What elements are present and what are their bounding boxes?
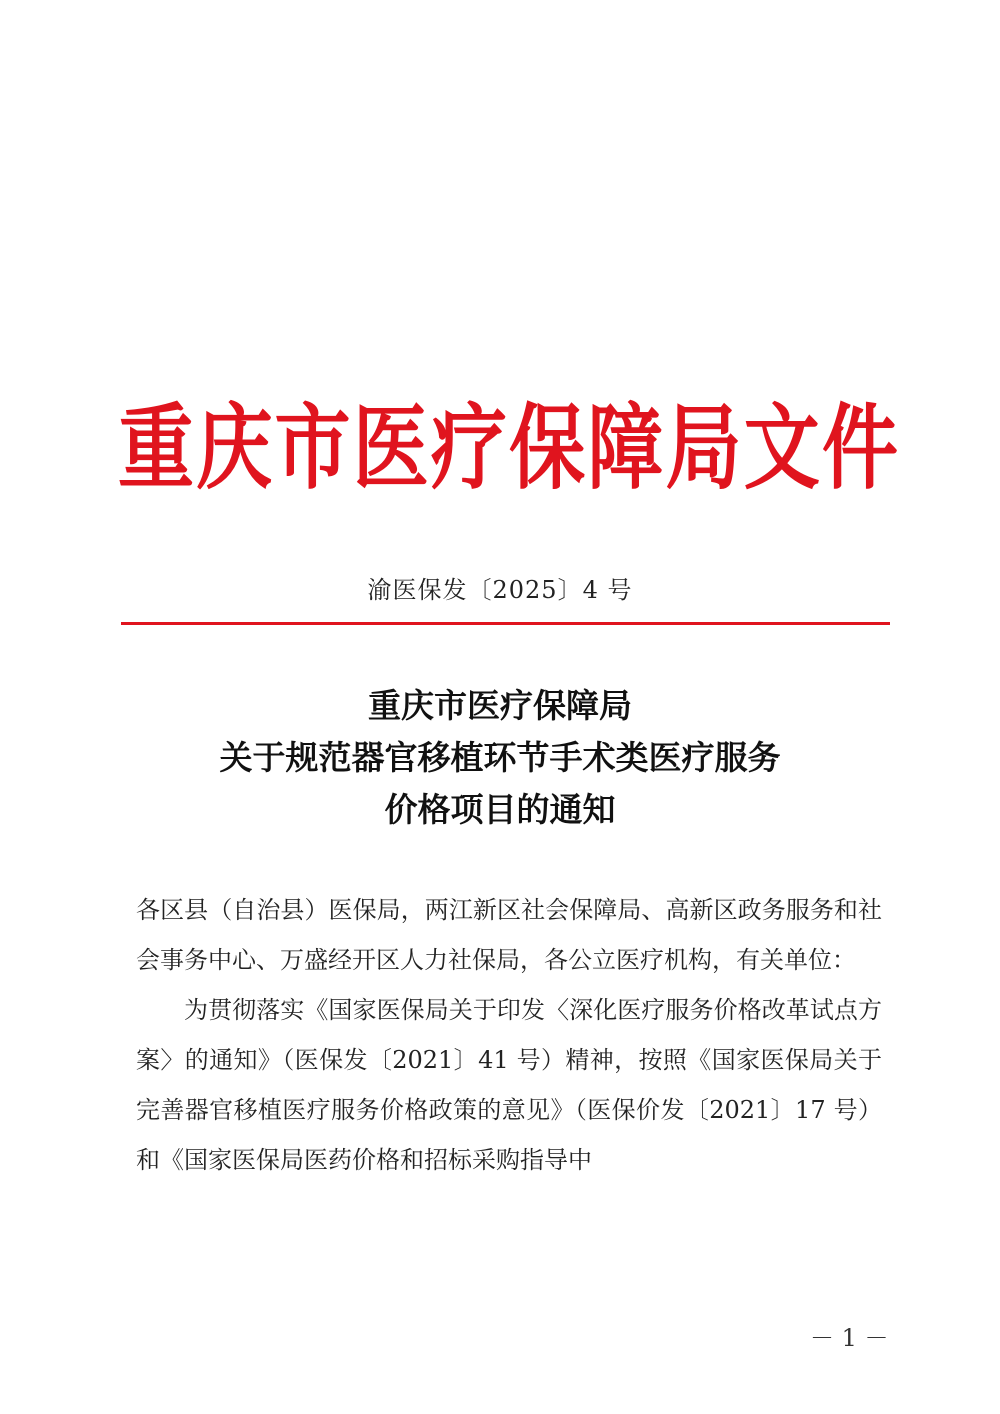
masthead-char: 疗 (430, 393, 507, 502)
masthead-char: 局 (665, 393, 742, 502)
page-number: － 1 － (810, 1324, 889, 1352)
recipients: 各区县（自治县）医保局，两江新区社会保障局、高新区政务服务和社会事务中心、万盛经开区人力社保局，各公立医疗机构，有关单位： (136, 896, 882, 974)
masthead (118, 380, 898, 500)
title-line-3: 价格项目的通知 (384, 790, 616, 829)
masthead-char: 庆 (196, 393, 273, 502)
body-paragraph: 为贯彻落实《国家医保局关于印发〈深化医疗服务价格改革试点方案〉的通知》（医保发〔2021〕41 号）精神，按照《国家医保局关于完善器官移植医疗服务价格政策的意见》（医保价发〔2021〕17 号）和《国家医保局医药价格和招标采购指导中 (136, 996, 882, 1174)
masthead-char: 文 (743, 393, 820, 502)
masthead-char: 重 (118, 393, 194, 502)
masthead-char: 件 (821, 393, 898, 502)
title-line-1: 重庆市医疗保障局 (368, 686, 632, 725)
document-number: 渝医保发〔2025〕4 号 (367, 576, 633, 604)
masthead-char: 保 (509, 393, 586, 502)
title-line-2: 关于规范器官移植环节手术类医疗服务 (219, 738, 781, 777)
masthead-char: 医 (352, 393, 429, 502)
masthead-char: 障 (587, 393, 664, 502)
document-title (0, 680, 1000, 836)
document-body (136, 885, 882, 1185)
masthead-char: 市 (274, 393, 351, 502)
red-divider (121, 622, 890, 625)
